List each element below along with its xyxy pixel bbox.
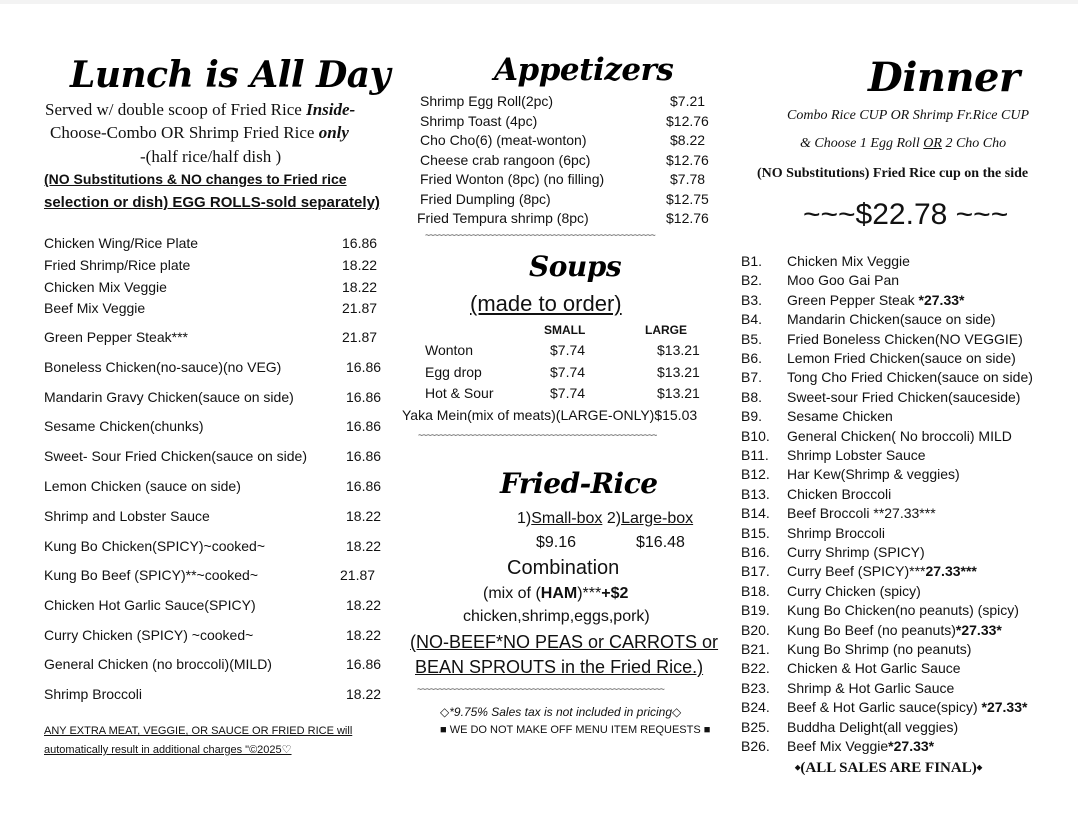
dinner-item-label: Kung Bo Shrimp (no peanuts) <box>787 641 972 657</box>
dinner-item-label: Chicken Mix Veggie <box>787 253 910 269</box>
lunch-item-price: 16.86 <box>342 235 378 251</box>
lunch-item-price: 21.87 <box>342 329 378 345</box>
dinner-item-code: B24. <box>741 699 770 716</box>
dinner-item-code: B26. <box>741 738 770 754</box>
dinner-price: ~~~$22.78 ~~~ <box>803 198 1009 231</box>
lunch-item-price: 16.86 <box>346 656 382 672</box>
soup-item-name: Egg drop <box>425 364 482 380</box>
lunch-item-name: Kung Bo Beef (SPICY)**~cooked~ <box>44 567 259 583</box>
dinner-item-code: B16. <box>741 544 770 560</box>
dinner-item-code: B6. <box>741 350 763 366</box>
dinner-sub2-a: & Choose 1 Egg Roll <box>800 136 924 151</box>
dinner-item-name <box>787 602 1019 618</box>
lunch-item-price: 16.86 <box>346 359 382 375</box>
dinner-item-label: Tong Cho Fried Chicken(sauce on side) <box>787 369 1033 386</box>
dinner-item-label: Green Pepper Steak <box>787 291 919 308</box>
combo-mix-ham: HAM <box>540 585 578 602</box>
appetizer-item-name: Fried Tempura shrimp (8pc) <box>417 210 589 226</box>
combination-meats: chicken,shrimp,eggs,pork) <box>463 608 650 625</box>
lunch-item-name: Shrimp Broccoli <box>44 686 143 702</box>
lunch-item-price: 21.87 <box>340 567 376 583</box>
lunch-item-price: 21.87 <box>342 300 378 316</box>
soup-item-large: $13.21 <box>657 385 700 401</box>
soup-item-name: Wonton <box>425 342 473 358</box>
lunch-item-price: 16.86 <box>346 478 382 494</box>
dinner-item-code: B20. <box>741 621 770 638</box>
small-box-price: $9.16 <box>536 534 577 551</box>
dinner-item-name <box>787 311 996 327</box>
dinner-item-upcharge: 27.33*** <box>925 563 977 580</box>
combination-mix <box>483 585 628 603</box>
dinner-item-code: B2. <box>741 272 763 289</box>
dinner-item-code: B5. <box>741 330 763 347</box>
appetizer-item-name: Shrimp Toast (4pc) <box>420 113 538 129</box>
fried-rice-warning-line2: BEAN SPROUTS in the Fried Rice.) <box>415 657 704 677</box>
lunch-item-name: Mandarin Gravy Chicken(sauce on side) <box>44 389 294 405</box>
dinner-item-name <box>787 447 926 463</box>
dinner-item-label: Beef & Hot Garlic sauce(spicy) <box>787 699 982 716</box>
lunch-item-name: General Chicken (no broccoli)(MILD) <box>44 656 272 672</box>
dinner-item-label: Sesame Chicken <box>787 408 893 425</box>
dinner-item-name <box>787 292 964 308</box>
lunch-item-name: Chicken Mix Veggie <box>44 279 167 295</box>
dinner-item-name <box>787 641 971 657</box>
dinner-item-name <box>787 486 891 502</box>
lunch-footnote-line2: automatically result in additional charges "©2025♡ <box>44 744 292 756</box>
dinner-item-code: B18. <box>741 582 770 599</box>
dinner-item-name <box>787 563 977 579</box>
appetizer-item-price: $12.76 <box>666 210 709 226</box>
dinner-item-code: B13. <box>741 485 770 502</box>
dinner-item-label: Beef Mix Veggie <box>787 738 889 754</box>
dinner-item-label: Chicken & Hot Garlic Sauce <box>787 660 961 677</box>
dinner-item-name <box>787 505 936 521</box>
dinner-item-code: B9. <box>741 408 763 425</box>
dinner-sub2-or: OR <box>923 136 942 151</box>
lunch-desc-line1-emph: Inside- <box>306 100 356 119</box>
dinner-item-code: B8. <box>741 388 763 405</box>
soup-item-small: $7.74 <box>550 364 586 380</box>
dinner-item-label: Har Kew(Shrimp & veggies) <box>787 466 960 483</box>
dinner-notice <box>757 166 1028 182</box>
dinner-sub2 <box>800 136 1006 152</box>
appetizer-item-price: $12.75 <box>666 191 709 207</box>
dinner-item-label: Beef Broccoli **27.33*** <box>787 505 936 522</box>
dinner-item-code: B3. <box>741 291 763 308</box>
dinner-item-label: Shrimp & Hot Garlic Sauce <box>787 679 955 696</box>
lunch-item-price: 18.22 <box>346 597 382 613</box>
dinner-notice-b: ) Fried Rice cup on the side <box>864 166 1029 181</box>
dinner-item-label: Curry Beef (SPICY)*** <box>787 563 926 580</box>
dinner-item-name <box>787 660 961 676</box>
yaka-mein-item: Yaka Mein(mix of meats)(LARGE-ONLY)$15.03 <box>402 407 698 423</box>
dinner-item-name <box>787 466 960 482</box>
dinner-item-label: Kung Bo Chicken(no peanuts) (spicy) <box>787 602 1019 619</box>
lunch-item-name: Curry Chicken (SPICY) ~cooked~ <box>44 627 254 643</box>
dinner-item-upcharge: *27.33* <box>888 738 935 754</box>
dinner-item-name <box>787 738 934 754</box>
lunch-desc-line2-emph: only <box>318 123 349 142</box>
combo-mix-open: (mix of ( <box>483 585 541 602</box>
soup-item-name: Hot & Sour <box>425 385 494 401</box>
appetizer-item-name: Cheese crab rangoon (6pc) <box>420 152 591 168</box>
dinner-item-label: General Chicken( No broccoli) MILD <box>787 427 1012 444</box>
large-box-prefix: 2) <box>606 510 622 527</box>
dinner-item-name <box>787 408 893 424</box>
dinner-item-code: B7. <box>741 369 763 386</box>
soup-item-small: $7.74 <box>550 342 586 358</box>
dinner-item-code: B23. <box>741 679 770 696</box>
lunch-item-name: Chicken Wing/Rice Plate <box>44 235 199 251</box>
dinner-item-name <box>787 699 1027 715</box>
all-sales-final: ⬩(ALL SALES ARE FINAL)⬩ <box>795 760 983 776</box>
appetizers-title: Appetizers <box>494 52 674 88</box>
combination-title: Combination <box>507 557 620 579</box>
soups-subtitle: (made to order) <box>470 291 622 316</box>
dinner-item-code: B15. <box>741 524 770 541</box>
lunch-item-name: Fried Shrimp/Rice plate <box>44 257 191 273</box>
dinner-item-name <box>787 525 885 541</box>
dinner-item-name <box>787 350 1016 366</box>
dinner-item-upcharge: *27.33* <box>955 621 1002 638</box>
dinner-item-code: B17. <box>741 563 770 580</box>
appetizer-item-price: $12.76 <box>666 152 709 168</box>
lunch-item-name: Green Pepper Steak*** <box>44 329 188 345</box>
lunch-desc-line2 <box>50 123 349 143</box>
soups-divider: ~~~~~~~~~~~~~~~~~~~~~~~~~~~~~~~~~~~~~~~~~~~~~~~~~~~~~~~~ <box>418 430 657 440</box>
appetizers-divider: ~~~~~~~~~~~~~~~~~~~~~~~~~~~~~~~~~~~~~~~~~~~~~~~~~~~~~~ <box>425 230 655 240</box>
off-menu-note: ■ WE DO NOT MAKE OFF MENU ITEM REQUESTS ■ <box>440 724 711 736</box>
lunch-item-price: 18.22 <box>342 279 378 295</box>
soup-item-large: $13.21 <box>657 342 700 358</box>
dinner-item-code: B22. <box>741 660 770 677</box>
dinner-item-name <box>787 583 921 599</box>
dinner-item-name <box>787 331 1023 347</box>
small-box-prefix: 1) <box>517 510 532 527</box>
lunch-item-price: 16.86 <box>346 418 382 434</box>
dinner-item-label: Shrimp Lobster Sauce <box>787 447 926 463</box>
dinner-item-code: B10. <box>741 427 770 444</box>
lunch-item-price: 18.22 <box>346 538 382 554</box>
dinner-item-code: B19. <box>741 602 770 619</box>
lunch-item-price: 18.22 <box>346 508 382 524</box>
dinner-item-name <box>787 622 1002 638</box>
fried-rice-warning-line1: (NO-BEEF*NO PEAS or CARROTS or <box>410 632 719 652</box>
dinner-item-name <box>787 544 925 560</box>
fried-rice-sizes <box>517 510 693 528</box>
lunch-item-price: 16.86 <box>346 448 382 464</box>
dinner-item-code: B25. <box>741 718 770 735</box>
lunch-notice-line1: (NO Substitutions & NO changes to Fried rice <box>44 171 347 187</box>
dinner-title: Dinner <box>868 54 1020 101</box>
dinner-item-label: Kung Bo Beef (no peanuts) <box>787 621 956 638</box>
lunch-item-name: Shrimp and Lobster Sauce <box>44 508 210 524</box>
lunch-desc-line2-text: Choose-Combo OR Shrimp Fried Rice <box>50 123 319 142</box>
appetizer-item-price: $12.76 <box>666 113 709 129</box>
dinner-item-code: B1. <box>741 253 763 269</box>
soups-col-large: LARGE <box>645 323 687 337</box>
lunch-desc-line1 <box>45 100 355 120</box>
dinner-item-label: Curry Shrimp (SPICY) <box>787 544 925 560</box>
dinner-item-name <box>787 272 899 288</box>
lunch-item-price: 18.22 <box>346 627 382 643</box>
fried-rice-title: Fried-Rice <box>500 467 658 500</box>
dinner-sub2-c: 2 Cho Cho <box>941 136 1007 151</box>
lunch-desc-line1-text: Served w/ double scoop of Fried Rice <box>45 100 307 119</box>
dinner-sub1: Combo Rice CUP OR Shrimp Fr.Rice CUP <box>787 108 1029 123</box>
dinner-item-code: B11. <box>741 447 769 463</box>
dinner-item-name <box>787 428 1012 444</box>
dinner-item-upcharge: *27.33* <box>981 699 1028 716</box>
dinner-item-name <box>787 680 954 696</box>
dinner-item-name <box>787 253 910 269</box>
large-box-label: Large-box <box>621 510 694 527</box>
dinner-item-name <box>787 369 1033 385</box>
lunch-footnote-line1: ANY EXTRA MEAT, VEGGIE, OR SAUCE OR FRIED RICE will <box>44 725 353 737</box>
dinner-item-label: Sweet-sour Fried Chicken(sauceside) <box>787 388 1021 405</box>
lunch-item-name: Beef Mix Veggie <box>44 300 146 316</box>
soup-item-large: $13.21 <box>657 364 700 380</box>
dinner-notice-a: (NO Substitutions <box>757 166 865 181</box>
soup-item-small: $7.74 <box>550 385 586 401</box>
dinner-item-code: B14. <box>741 505 770 522</box>
dinner-item-label: Buddha Delight(all veggies) <box>787 718 959 735</box>
appetizer-item-name: Cho Cho(6) (meat-wonton) <box>420 132 587 148</box>
fried-rice-divider: ~~~~~~~~~~~~~~~~~~~~~~~~~~~~~~~~~~~~~~~~~~~~~~~~~~~~~~~~~~ <box>417 684 664 694</box>
dinner-item-code: B4. <box>741 311 763 328</box>
lunch-item-price: 16.86 <box>346 389 382 405</box>
lunch-item-name: Chicken Hot Garlic Sauce(SPICY) <box>44 597 256 613</box>
soups-col-small: SMALL <box>544 323 586 337</box>
dinner-item-label: Lemon Fried Chicken(sauce on side) <box>787 350 1016 366</box>
dinner-item-label: Fried Boneless Chicken(NO VEGGIE) <box>787 330 1023 347</box>
lunch-item-price: 18.22 <box>342 257 378 273</box>
lunch-item-name: Kung Bo Chicken(SPICY)~cooked~ <box>44 538 266 554</box>
combo-mix-surcharge: +$2 <box>601 585 629 602</box>
dinner-item-code: B12. <box>741 466 770 483</box>
lunch-item-name: Boneless Chicken(no-sauce)(no VEG) <box>44 359 282 375</box>
dinner-item-name <box>787 719 958 735</box>
lunch-item-name: Lemon Chicken (sauce on side) <box>44 478 241 494</box>
lunch-title: Lunch is All Day <box>70 54 391 96</box>
combo-mix-stars: )*** <box>577 585 602 602</box>
appetizer-item-name: Fried Wonton (8pc) (no filling) <box>420 171 605 187</box>
appetizer-item-name: Fried Dumpling (8pc) <box>420 191 551 207</box>
appetizer-item-price: $8.22 <box>670 132 706 148</box>
dinner-item-label: Shrimp Broccoli <box>787 524 886 541</box>
dinner-item-name <box>787 389 1020 405</box>
lunch-item-name: Sesame Chicken(chunks) <box>44 418 204 434</box>
lunch-item-price: 18.22 <box>346 686 382 702</box>
lunch-notice-line2: selection or dish) EGG ROLLS-sold separately) <box>44 194 380 211</box>
dinner-item-code: B21. <box>741 641 770 657</box>
dinner-item-label: Chicken Broccoli <box>787 485 892 502</box>
appetizer-item-name: Shrimp Egg Roll(2pc) <box>420 93 554 109</box>
soups-title: Soups <box>529 250 622 283</box>
dinner-item-label: Moo Goo Gai Pan <box>787 272 900 289</box>
large-box-price: $16.48 <box>636 534 685 551</box>
small-box-label: Small-box <box>531 510 603 527</box>
appetizer-item-price: $7.21 <box>670 93 706 109</box>
dinner-item-upcharge: *27.33* <box>918 291 965 308</box>
dinner-item-label: Curry Chicken (spicy) <box>787 582 921 599</box>
lunch-item-name: Sweet- Sour Fried Chicken(sauce on side) <box>44 448 308 464</box>
tax-note: ◇*9.75% Sales tax is not included in pricing◇ <box>440 705 682 719</box>
page-top-edge <box>0 0 1078 4</box>
dinner-item-label: Mandarin Chicken(sauce on side) <box>787 311 996 328</box>
appetizer-item-price: $7.78 <box>670 171 706 187</box>
lunch-desc-line3: -(half rice/half dish ) <box>140 147 282 166</box>
